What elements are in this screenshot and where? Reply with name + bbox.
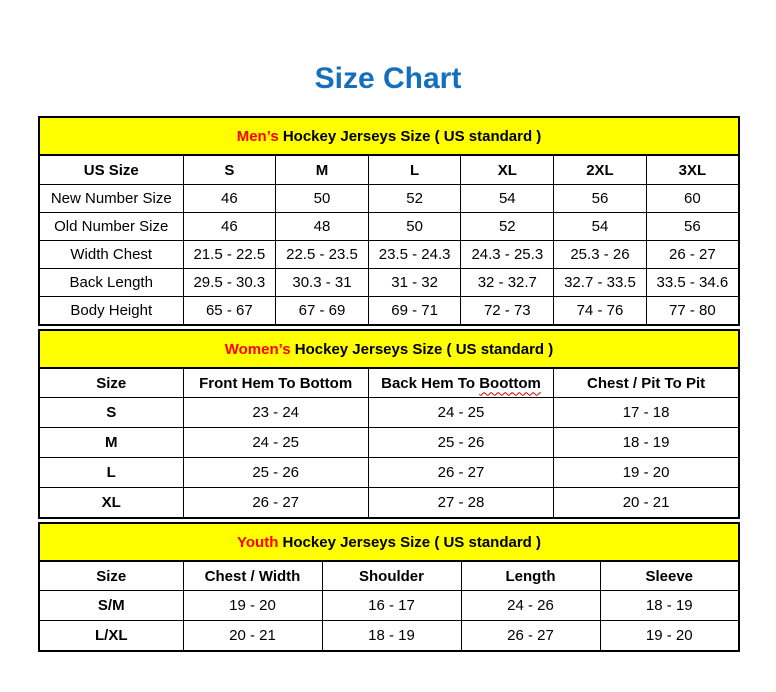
- column-header-label: Size: [96, 374, 127, 392]
- size-value: 54: [461, 185, 554, 213]
- column-header: [183, 368, 368, 398]
- row-label: L/XL: [39, 621, 183, 652]
- size-value: 20 - 21: [554, 488, 739, 519]
- size-value: 24.3 - 25.3: [461, 241, 554, 269]
- size-value: 60: [646, 185, 739, 213]
- table-row: [39, 185, 739, 213]
- size-value: 56: [646, 213, 739, 241]
- row-label: Body Height: [39, 297, 183, 326]
- size-tables-container: [38, 116, 740, 652]
- column-header: [39, 155, 183, 185]
- header-row: [39, 561, 739, 591]
- table-body: [39, 185, 739, 326]
- column-header-label: 3XL: [678, 161, 707, 179]
- size-value: 25 - 26: [183, 458, 368, 488]
- size-value: 74 - 76: [554, 297, 647, 326]
- row-label: New Number Size: [39, 185, 183, 213]
- column-header: [183, 155, 276, 185]
- column-header: [554, 155, 647, 185]
- section-band-row: [39, 523, 739, 561]
- column-header: [554, 368, 739, 398]
- column-header: [600, 561, 739, 591]
- mens-size-table: [38, 116, 740, 326]
- size-value: 54: [554, 213, 647, 241]
- size-value: 24 - 25: [183, 428, 368, 458]
- column-header-label: Front Hem To Bottom: [199, 374, 353, 392]
- column-header-label: Chest / Width: [204, 567, 301, 585]
- section-band-rest: Hockey Jerseys Size ( US standard ): [290, 340, 554, 358]
- size-value: 26 - 27: [368, 458, 553, 488]
- table-row: [39, 591, 739, 621]
- size-value: 17 - 18: [554, 398, 739, 428]
- size-value: 30.3 - 31: [276, 269, 369, 297]
- column-header: [368, 155, 461, 185]
- size-value: 18 - 19: [600, 591, 739, 621]
- column-header: [461, 155, 554, 185]
- size-value: 22.5 - 23.5: [276, 241, 369, 269]
- table-row: [39, 398, 739, 428]
- size-value: 50: [368, 213, 461, 241]
- size-value: 18 - 19: [554, 428, 739, 458]
- table-row: [39, 621, 739, 652]
- size-value: 26 - 27: [183, 488, 368, 519]
- section-band-row: [39, 330, 739, 368]
- column-header-label: M: [315, 161, 329, 179]
- table-body: [39, 398, 739, 519]
- table-row: [39, 428, 739, 458]
- size-value: 20 - 21: [183, 621, 322, 652]
- section-band-highlight: Youth: [237, 533, 279, 551]
- column-header: [39, 368, 183, 398]
- row-label: S/M: [39, 591, 183, 621]
- row-label: L: [39, 458, 183, 488]
- size-value: 23.5 - 24.3: [368, 241, 461, 269]
- column-header-label: Size: [96, 567, 127, 585]
- column-header-label: 2XL: [586, 161, 614, 179]
- column-header-label: S: [224, 161, 235, 179]
- size-value: 33.5 - 34.6: [646, 269, 739, 297]
- column-header-label: Shoulder: [358, 567, 424, 585]
- section-band-rest: Hockey Jerseys Size ( US standard ): [278, 127, 542, 145]
- column-header-label: Chest / Pit To Pit: [587, 374, 706, 392]
- column-header: [276, 155, 369, 185]
- table-body: [39, 591, 739, 652]
- column-header: [646, 155, 739, 185]
- size-value: 32.7 - 33.5: [554, 269, 647, 297]
- size-value: 52: [368, 185, 461, 213]
- column-header: [368, 368, 553, 398]
- column-header: [461, 561, 600, 591]
- section-band-highlight: Men’s: [236, 127, 279, 145]
- size-value: 16 - 17: [322, 591, 461, 621]
- size-value: 56: [554, 185, 647, 213]
- section-band-highlight: Women’s: [224, 340, 291, 358]
- section-band-cell: [39, 330, 739, 368]
- column-header-label: Length: [505, 567, 556, 585]
- size-value: 29.5 - 30.3: [183, 269, 276, 297]
- row-label: Back Length: [39, 269, 183, 297]
- size-value: 19 - 20: [600, 621, 739, 652]
- youth-size-table: [38, 522, 740, 652]
- size-value: 25.3 - 26: [554, 241, 647, 269]
- size-value: 32 - 32.7: [461, 269, 554, 297]
- row-label: Width Chest: [39, 241, 183, 269]
- column-header: [322, 561, 461, 591]
- size-value: 18 - 19: [322, 621, 461, 652]
- size-value: 31 - 32: [368, 269, 461, 297]
- misspelled-word: Boottom: [479, 374, 541, 392]
- table-row: [39, 488, 739, 519]
- row-label: Old Number Size: [39, 213, 183, 241]
- size-value: 65 - 67: [183, 297, 276, 326]
- size-value: 50: [276, 185, 369, 213]
- column-header-label: US Size: [83, 161, 139, 179]
- size-value: 46: [183, 185, 276, 213]
- size-value: 21.5 - 22.5: [183, 241, 276, 269]
- womens-size-table: [38, 329, 740, 519]
- row-label: M: [39, 428, 183, 458]
- size-value: 26 - 27: [646, 241, 739, 269]
- size-value: 52: [461, 213, 554, 241]
- column-header: [39, 561, 183, 591]
- size-value: 77 - 80: [646, 297, 739, 326]
- size-value: 25 - 26: [368, 428, 553, 458]
- table-row: [39, 269, 739, 297]
- size-value: 23 - 24: [183, 398, 368, 428]
- size-value: 24 - 25: [368, 398, 553, 428]
- table-row: [39, 297, 739, 326]
- size-value: 26 - 27: [461, 621, 600, 652]
- size-value: 19 - 20: [183, 591, 322, 621]
- table-row: [39, 458, 739, 488]
- size-value: 69 - 71: [368, 297, 461, 326]
- page-title: Size Chart: [314, 62, 462, 95]
- row-label: S: [39, 398, 183, 428]
- column-header-label: Back Hem To: [381, 374, 480, 392]
- column-header-label: Sleeve: [645, 567, 694, 585]
- size-value: 48: [276, 213, 369, 241]
- column-header: [183, 561, 322, 591]
- size-value: 67 - 69: [276, 297, 369, 326]
- header-row: [39, 368, 739, 398]
- column-header-label: L: [410, 161, 420, 179]
- size-value: 24 - 26: [461, 591, 600, 621]
- size-value: 27 - 28: [368, 488, 553, 519]
- row-label: XL: [39, 488, 183, 519]
- table-row: [39, 213, 739, 241]
- header-row: [39, 155, 739, 185]
- table-row: [39, 241, 739, 269]
- section-band-cell: [39, 117, 739, 155]
- section-band-row: [39, 117, 739, 155]
- section-band-cell: [39, 523, 739, 561]
- section-band-rest: Hockey Jerseys Size ( US standard ): [278, 533, 541, 551]
- size-value: 46: [183, 213, 276, 241]
- size-value: 19 - 20: [554, 458, 739, 488]
- column-header-label: XL: [497, 161, 517, 179]
- size-value: 72 - 73: [461, 297, 554, 326]
